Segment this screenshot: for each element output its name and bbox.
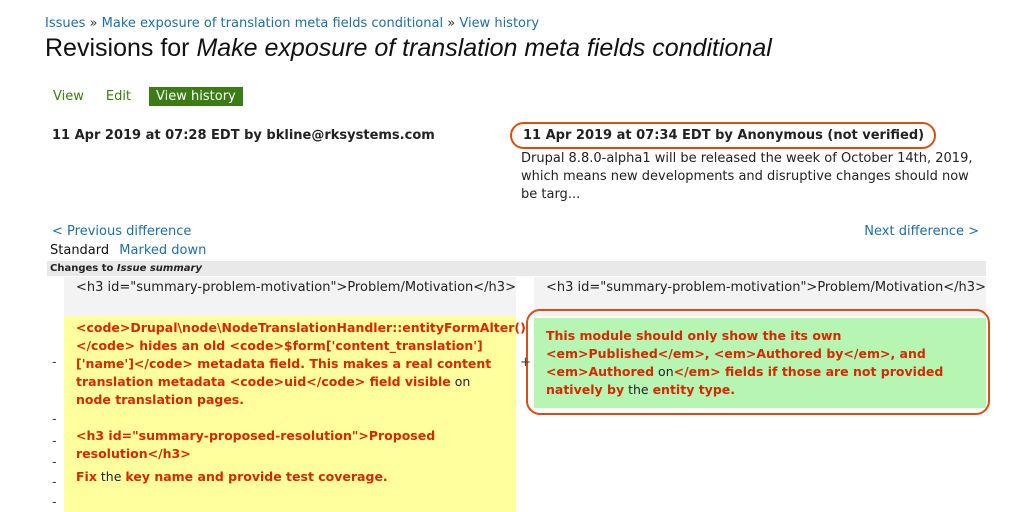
highlight-annotation-outline [526,309,990,415]
unchanged-text: on [450,374,471,389]
deleted-text: Fix [76,469,97,484]
breadcrumb [45,16,539,31]
added-text: This module should only show the its own <em>Published</em>, <em>Authored by</em>, and <em>Authored [546,328,926,379]
page-title-prefix: Revisions for [45,34,190,62]
unchanged-text: the [624,382,653,397]
next-difference-link[interactable]: Next difference > [864,224,979,239]
diff-context-left: <h3 id="summary-problem-motivation">Problem/Motivation</h3> [64,277,516,316]
diff-minus-marker: - [52,412,57,427]
breadcrumb-view-history-link[interactable]: View history [459,16,540,31]
deleted-text: <h3 id="summary-proposed-resolution">Proposed resolution</h3> [76,428,436,461]
unchanged-text: on [654,364,674,379]
previous-difference-link[interactable]: < Previous difference [52,224,192,239]
deleted-text: key name and provide test coverage. [125,469,388,484]
breadcrumb-issue-link[interactable]: Make exposure of translation meta fields conditional [101,16,444,31]
breadcrumb-separator: » [89,16,98,31]
left-revision-info: 11 Apr 2019 at 07:28 EDT by bkline@rksystems.com [52,128,435,143]
breadcrumb-separator: » [447,16,456,31]
page-title [45,34,772,63]
deleted-paragraph-1 [76,319,526,409]
changes-header-prefix: Changes to [50,263,114,274]
diff-minus-marker: - [52,455,57,470]
diff-plus-marker: + [520,355,531,370]
tabs [53,87,243,106]
page-title-subject: Make exposure of translation meta fields conditional [196,34,772,62]
deleted-paragraph-3 [76,468,508,486]
tab-view[interactable]: View [53,89,84,104]
diff-minus-marker: - [52,475,57,490]
diff-view-mode [50,243,206,258]
deleted-paragraph-2 [76,427,508,463]
tab-edit[interactable]: Edit [105,89,132,104]
changes-header-field: Issue summary [116,263,202,274]
diff-deleted-block [64,316,526,512]
changes-field-header [47,261,986,276]
unchanged-text: the [96,469,126,484]
deleted-text: <code>Drupal\node\NodeTranslationHandler::entityFormAlter()</code> hides an old <code>$form['content_translation']['name']</code> metadata field. This makes a real content translation metadata <code>uid</code> field visible [76,320,526,389]
right-revision-info: 11 Apr 2019 at 07:34 EDT by Anonymous (not verified) [510,122,936,149]
deleted-text: node translation pages. [76,392,244,407]
added-text: </em> fields if those are not provided natively by [546,364,944,397]
view-mode-standard[interactable]: Standard [50,243,110,258]
diff-blank-line [76,409,508,427]
diff-minus-marker: - [52,495,57,510]
diff-minus-marker: - [52,355,57,370]
diff-context-right: <h3 id="summary-problem-motivation">Problem/Motivation</h3> [534,277,986,316]
tab-view-history[interactable]: View history [149,87,243,106]
diff-minus-marker: - [52,434,57,449]
added-text: entity type. [652,382,735,397]
view-mode-marked-down-link[interactable]: Marked down [119,243,207,258]
breadcrumb-issues-link[interactable]: Issues [45,16,86,31]
right-revision-log-message: Drupal 8.8.0-alpha1 will be released the week of October 14th, 2019, which means new developments and disruptive changes should now be targ... [521,151,973,202]
